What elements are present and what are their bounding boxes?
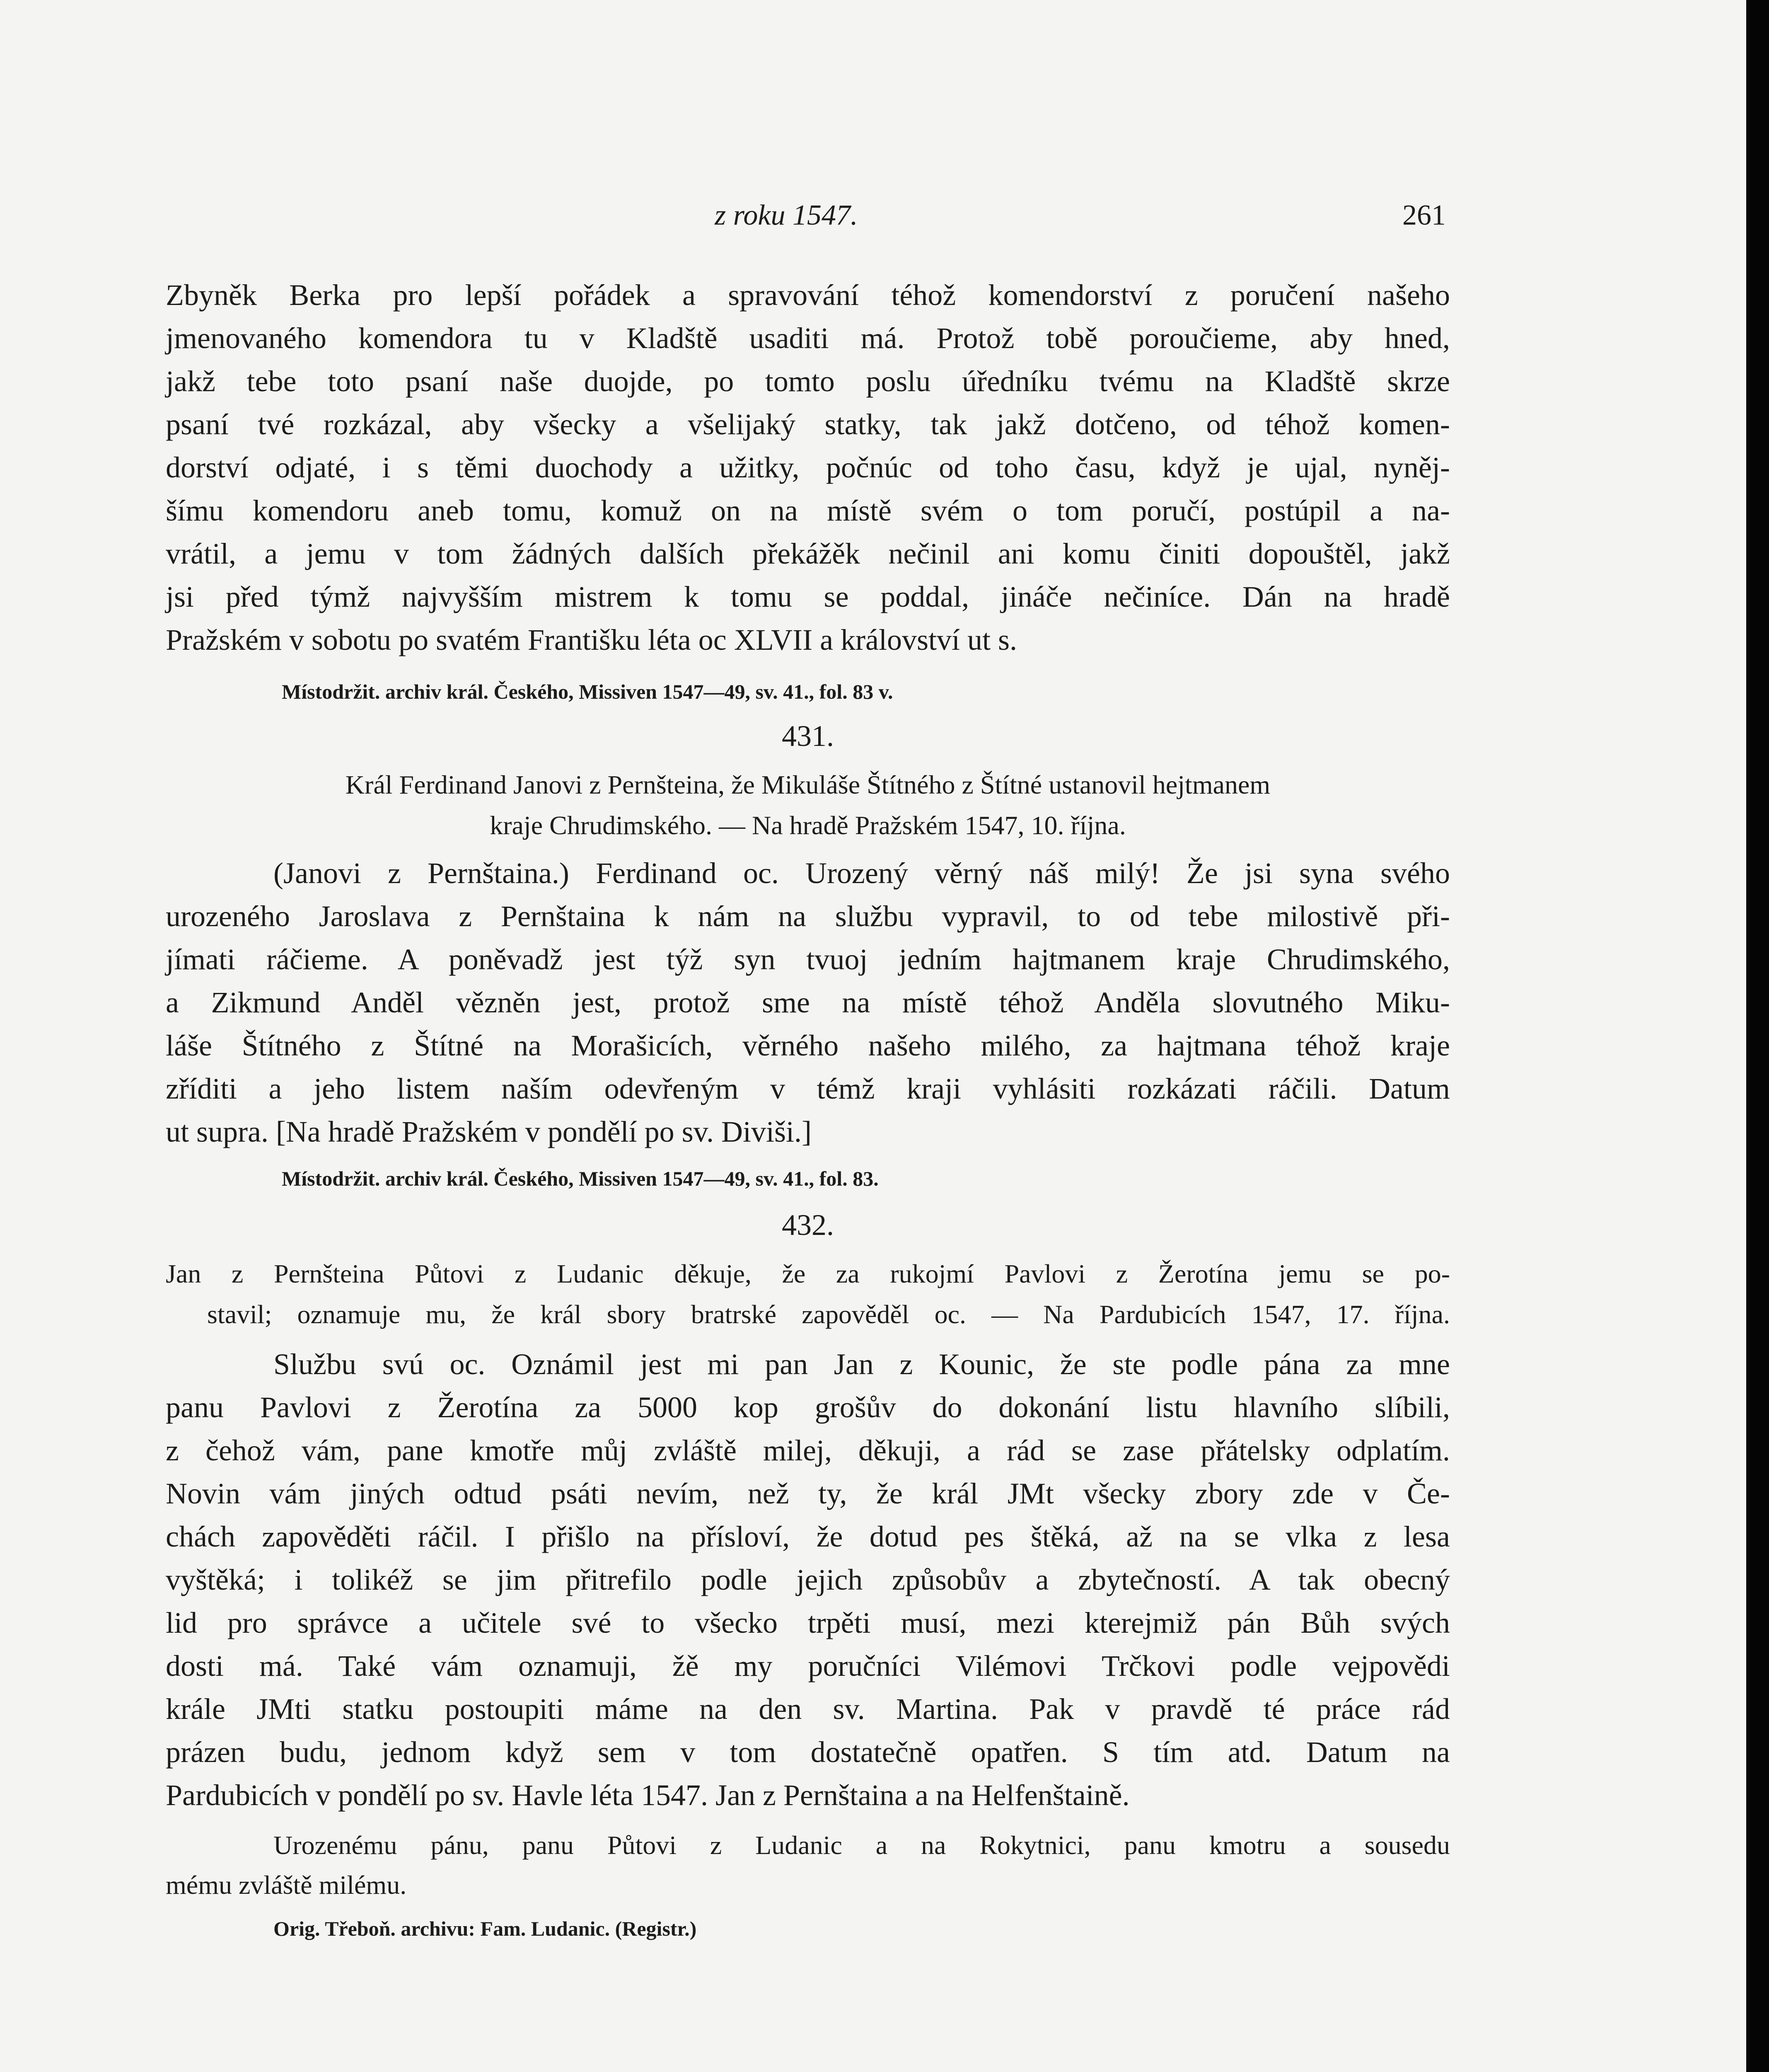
page-number: 261 bbox=[1402, 199, 1446, 231]
text-line: šímu komendoru aneb tomu, komuž on na místě svém o tom poručí, postúpil a na- bbox=[166, 494, 1450, 527]
text-line: Novin vám jiných odtud psáti nevím, než ty, že král JMt všecky zbory zde v Če- bbox=[166, 1477, 1450, 1510]
document-regest bbox=[166, 765, 1450, 846]
text-line: zříditi a jeho listem naším odevřeným v témž kraji vyhlásiti rozkázati ráčili. Datum bbox=[166, 1072, 1450, 1105]
text-line: Zbyněk Berka pro lepší pořádek a spravování téhož komendorství z poručení našeho bbox=[166, 278, 1450, 312]
regest-line: Král Ferdinand Janovi z Pernšteina, že Mikuláše Štítného z Štítné ustanovil hejtmanem bbox=[345, 770, 1271, 799]
document-text bbox=[166, 1343, 1450, 1817]
regest-line: kraje Chrudimského. — Na hradě Pražském 1547, 10. října. bbox=[490, 811, 1126, 840]
address-line: Urozenému pánu, panu Půtovi z Ludanic a na Rokytnici, panu kmotru a sousedu bbox=[273, 1830, 1450, 1860]
text-line: (Janovi z Pernštaina.) Ferdinand oc. Urozený věrný náš milý! Že jsi syna svého bbox=[273, 857, 1450, 890]
archive-source: Orig. Třeboň. archivu: Fam. Ludanic. (Registr.) bbox=[273, 1917, 697, 1940]
text-line: psaní tvé rozkázal, aby všecky a všelijaký statky, tak jakž dotčeno, od téhož komen- bbox=[166, 408, 1450, 441]
text-line: panu Pavlovi z Žerotína za 5000 kop grošův do dokonání listu hlavního slíbili, bbox=[166, 1391, 1450, 1424]
regest-line: Jan z Pernšteina Půtovi z Ludanic děkuje, že za rukojmí Pavlovi z Žerotína jemu se po- bbox=[166, 1259, 1450, 1288]
text-line: dosti má. Také vám oznamuji, žě my poručníci Vilémovi Trčkovi podle vejpovědi bbox=[166, 1649, 1450, 1682]
text-line: láše Štítného z Štítné na Morašicích, věrného našeho milého, za hajtmana téhož kraje bbox=[166, 1029, 1450, 1062]
text-line: vrátil, a jemu v tom žádných dalších překážěk nečinil ani komu činiti dopouštěl, jakž bbox=[166, 537, 1450, 570]
continuation-text bbox=[166, 274, 1450, 661]
document-regest bbox=[166, 1254, 1450, 1335]
text-line: ut supra. [Na hradě Pražském v pondělí po sv. Diviši.] bbox=[166, 1115, 812, 1148]
text-line: dorství odjaté, i s těmi duochody a užitky, počnúc od toho času, když je ujal, nyněj- bbox=[166, 451, 1450, 484]
text-line: jímati ráčieme. A poněvadž jest týž syn tvuoj jedním hajtmanem kraje Chrudimského, bbox=[166, 943, 1450, 976]
text-line: z čehož vám, pane kmotře můj zvláště milej, děkuji, a rád se zase přátelsky odplatím. bbox=[166, 1434, 1450, 1467]
text-line: jsi před týmž najvyšším mistrem k tomu se poddal, jináče nečiníce. Dán na hradě bbox=[166, 580, 1450, 613]
regest-line: stavil; oznamuje mu, že král sbory bratrské zapověděl oc. — Na Pardubicích 1547, 17. října. bbox=[207, 1300, 1450, 1329]
archive-source: Místodržit. archiv král. Českého, Missiven 1547—49, sv. 41., fol. 83. bbox=[282, 1167, 879, 1190]
scan-border bbox=[1746, 0, 1769, 2072]
text-line: Pražském v sobotu po svatém Františku léta oc XLVII a království ut s. bbox=[166, 623, 1017, 656]
text-line: lid pro správce a učitele své to všecko trpěti musí, mezi kterejmiž pán Bůh svých bbox=[166, 1606, 1450, 1639]
running-title: z roku 1547. bbox=[715, 199, 858, 231]
text-line: chách zapověděti ráčil. I přišlo na přísloví, že dotud pes štěká, až na se vlka z lesa bbox=[166, 1520, 1450, 1553]
document-number: 431. bbox=[782, 719, 834, 753]
text-line: vyštěká; i tolikéž se jim přitrefilo podle jejich způsobův a zbytečností. A tak obecný bbox=[166, 1563, 1450, 1596]
text-line: urozeného Jaroslava z Pernštaina k nám na službu vypravil, to od tebe milostivě při- bbox=[166, 900, 1450, 933]
archive-source: Místodržit. archiv král. Českého, Missiven 1547—49, sv. 41., fol. 83 v. bbox=[282, 680, 893, 703]
text-line: krále JMti statku postoupiti máme na den sv. Martina. Pak v pravdě té práce rád bbox=[166, 1692, 1450, 1726]
document-number: 432. bbox=[782, 1208, 834, 1242]
document-text bbox=[166, 852, 1450, 1153]
text-line: Pardubicích v pondělí po sv. Havle léta 1547. Jan z Pernštaina a na Helfenštaině. bbox=[166, 1779, 1130, 1812]
address-line: mému zvláště milému. bbox=[166, 1870, 407, 1900]
text-line: jakž tebe toto psaní naše duojde, po tomto poslu úředníku tvému na Kladště skrze bbox=[166, 365, 1450, 398]
text-line: jmenovaného komendora tu v Kladště usaditi má. Protož tobě poroučieme, aby hned, bbox=[166, 322, 1450, 355]
letter-address bbox=[166, 1825, 1450, 1905]
text-line: Službu svú oc. Oznámil jest mi pan Jan z Kounic, že ste podle pána za mne bbox=[273, 1348, 1450, 1381]
text-line: prázen budu, jednom když sem v tom dostatečně opatřen. S tím atd. Datum na bbox=[166, 1736, 1450, 1769]
text-line: a Zikmund Anděl vězněn jest, protož sme na místě téhož Anděla slovutného Miku- bbox=[166, 986, 1450, 1019]
